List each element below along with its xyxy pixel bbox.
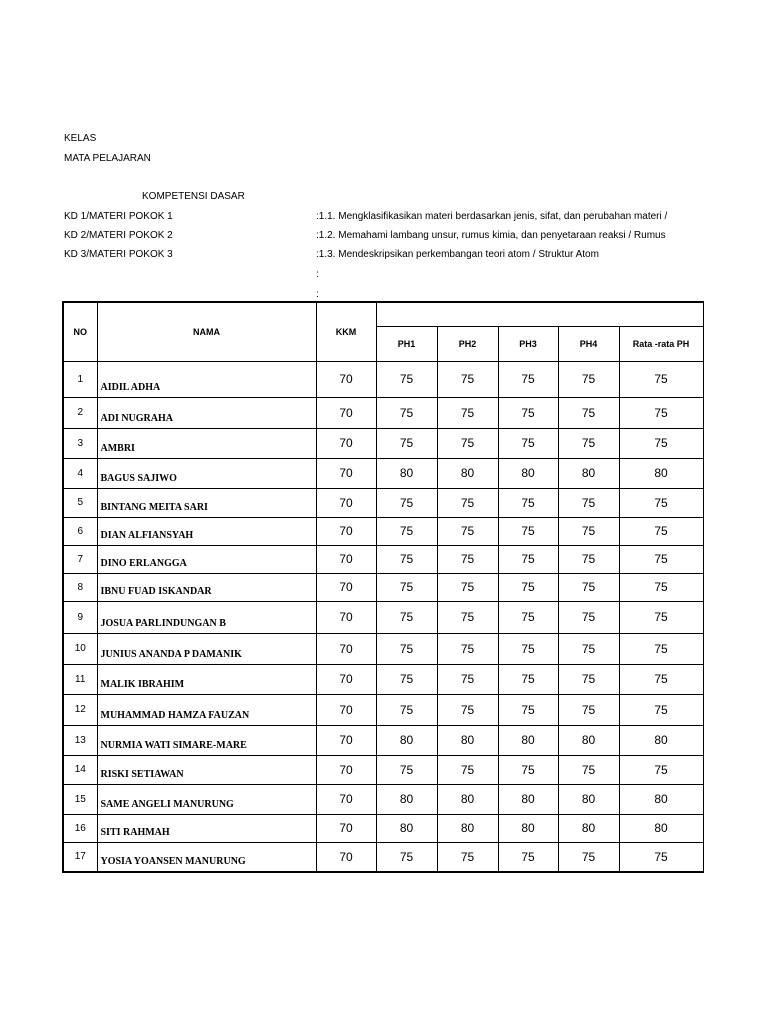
cell-rata: 75 xyxy=(619,573,703,601)
cell-ph1: 75 xyxy=(376,664,437,694)
cell-nama: YOSIA YOANSEN MANURUNG xyxy=(97,842,316,872)
cell-nama: ADI NUGRAHA xyxy=(97,397,316,428)
table-row xyxy=(63,725,703,755)
cell-no: 9 xyxy=(63,601,97,633)
cell-nama: JOSUA PARLINDUNGAN B xyxy=(97,601,316,633)
cell-kkm: 70 xyxy=(316,428,376,458)
table-row xyxy=(63,488,703,517)
kd1-label: KD 1/MATERI POKOK 1 xyxy=(64,211,173,222)
cell-ph1: 75 xyxy=(376,573,437,601)
col-header-group xyxy=(376,302,703,326)
cell-no: 15 xyxy=(63,784,97,814)
table-row xyxy=(63,664,703,694)
cell-ph2: 75 xyxy=(437,397,498,428)
cell-ph4: 75 xyxy=(558,755,619,784)
cell-ph2: 75 xyxy=(437,755,498,784)
cell-ph4: 80 xyxy=(558,784,619,814)
kd2-label: KD 2/MATERI POKOK 2 xyxy=(64,230,173,241)
cell-nama: RISKI SETIAWAN xyxy=(97,755,316,784)
cell-ph3: 75 xyxy=(498,488,558,517)
cell-ph2: 80 xyxy=(437,784,498,814)
cell-nama: BINTANG MEITA SARI xyxy=(97,488,316,517)
cell-nama: SAME ANGELI MANURUNG xyxy=(97,784,316,814)
table-row xyxy=(63,361,703,397)
cell-ph3: 75 xyxy=(498,601,558,633)
table-row xyxy=(63,397,703,428)
cell-ph3: 75 xyxy=(498,517,558,545)
cell-ph2: 80 xyxy=(437,725,498,755)
cell-ph3: 75 xyxy=(498,573,558,601)
cell-ph4: 75 xyxy=(558,694,619,725)
cell-ph3: 75 xyxy=(498,361,558,397)
cell-kkm: 70 xyxy=(316,488,376,517)
cell-ph3: 75 xyxy=(498,755,558,784)
cell-ph1: 75 xyxy=(376,842,437,872)
cell-ph4: 75 xyxy=(558,428,619,458)
cell-rata: 75 xyxy=(619,517,703,545)
cell-ph3: 80 xyxy=(498,725,558,755)
cell-ph2: 75 xyxy=(437,842,498,872)
cell-rata: 75 xyxy=(619,842,703,872)
cell-nama: JUNIUS ANANDA P DAMANIK xyxy=(97,633,316,664)
cell-ph2: 75 xyxy=(437,428,498,458)
cell-nama: DIAN ALFIANSYAH xyxy=(97,517,316,545)
cell-ph4: 75 xyxy=(558,488,619,517)
cell-rata: 80 xyxy=(619,458,703,488)
table-row xyxy=(63,694,703,725)
table-row xyxy=(63,842,703,872)
cell-kkm: 70 xyxy=(316,361,376,397)
cell-ph3: 80 xyxy=(498,814,558,842)
cell-rata: 75 xyxy=(619,488,703,517)
cell-ph3: 80 xyxy=(498,784,558,814)
cell-ph2: 75 xyxy=(437,601,498,633)
grades-table-viewport xyxy=(62,301,690,871)
col-header-nama: NAMA xyxy=(97,302,316,361)
mata-pelajaran-label: MATA PELAJARAN xyxy=(64,153,151,164)
cell-kkm: 70 xyxy=(316,633,376,664)
cell-no: 1 xyxy=(63,361,97,397)
table-row xyxy=(63,601,703,633)
cell-ph4: 80 xyxy=(558,458,619,488)
cell-rata: 75 xyxy=(619,694,703,725)
col-header-ph4: PH4 xyxy=(558,326,619,361)
cell-nama: AMBRI xyxy=(97,428,316,458)
cell-ph3: 75 xyxy=(498,397,558,428)
cell-no: 6 xyxy=(63,517,97,545)
kd3-text: :1.3. Mendeskripsikan perkembangan teori atom / Struktur Atom xyxy=(316,249,599,260)
cell-kkm: 70 xyxy=(316,573,376,601)
cell-kkm: 70 xyxy=(316,517,376,545)
cell-ph1: 75 xyxy=(376,397,437,428)
cell-nama: BAGUS SAJIWO xyxy=(97,458,316,488)
extra-colon-2: : xyxy=(316,289,319,300)
grades-table xyxy=(62,301,704,873)
cell-ph1: 75 xyxy=(376,601,437,633)
cell-ph1: 75 xyxy=(376,517,437,545)
cell-ph4: 80 xyxy=(558,725,619,755)
cell-ph3: 75 xyxy=(498,633,558,664)
cell-ph1: 75 xyxy=(376,428,437,458)
cell-ph3: 75 xyxy=(498,545,558,573)
cell-rata: 75 xyxy=(619,428,703,458)
cell-ph4: 75 xyxy=(558,842,619,872)
cell-nama: MALIK IBRAHIM xyxy=(97,664,316,694)
cell-no: 16 xyxy=(63,814,97,842)
kd3-label: KD 3/MATERI POKOK 3 xyxy=(64,249,173,260)
table-row xyxy=(63,517,703,545)
cell-ph1: 75 xyxy=(376,633,437,664)
cell-no: 14 xyxy=(63,755,97,784)
cell-ph4: 75 xyxy=(558,361,619,397)
cell-ph3: 75 xyxy=(498,694,558,725)
kd2-text: :1.2. Memahami lambang unsur, rumus kimia, dan penyetaraan reaksi / Rumus xyxy=(316,230,666,241)
cell-rata: 75 xyxy=(619,755,703,784)
table-row xyxy=(63,573,703,601)
table-row xyxy=(63,814,703,842)
cell-nama: AIDIL ADHA xyxy=(97,361,316,397)
cell-no: 7 xyxy=(63,545,97,573)
cell-rata: 75 xyxy=(619,361,703,397)
kd1-text: :1.1. Mengklasifikasikan materi berdasarkan jenis, sifat, dan perubahan materi / xyxy=(316,211,668,222)
table-row xyxy=(63,458,703,488)
cell-kkm: 70 xyxy=(316,814,376,842)
cell-ph2: 75 xyxy=(437,694,498,725)
cell-no: 2 xyxy=(63,397,97,428)
cell-kkm: 70 xyxy=(316,725,376,755)
cell-ph2: 75 xyxy=(437,545,498,573)
cell-ph3: 75 xyxy=(498,428,558,458)
cell-ph3: 75 xyxy=(498,842,558,872)
extra-colon-1: : xyxy=(316,269,319,280)
cell-ph2: 80 xyxy=(437,814,498,842)
cell-ph1: 80 xyxy=(376,725,437,755)
cell-ph1: 80 xyxy=(376,784,437,814)
cell-no: 10 xyxy=(63,633,97,664)
col-header-ph2: PH2 xyxy=(437,326,498,361)
cell-ph4: 75 xyxy=(558,633,619,664)
table-row xyxy=(63,428,703,458)
cell-ph1: 75 xyxy=(376,545,437,573)
cell-kkm: 70 xyxy=(316,784,376,814)
header-row xyxy=(63,302,703,326)
cell-no: 17 xyxy=(63,842,97,872)
table-row xyxy=(63,545,703,573)
cell-nama: DINO ERLANGGA xyxy=(97,545,316,573)
cell-ph1: 80 xyxy=(376,814,437,842)
cell-rata: 75 xyxy=(619,397,703,428)
col-header-ph3: PH3 xyxy=(498,326,558,361)
cell-no: 11 xyxy=(63,664,97,694)
cell-ph1: 75 xyxy=(376,755,437,784)
cell-ph4: 75 xyxy=(558,517,619,545)
cell-nama: SITI RAHMAH xyxy=(97,814,316,842)
cell-no: 13 xyxy=(63,725,97,755)
cell-ph2: 75 xyxy=(437,573,498,601)
cell-rata: 80 xyxy=(619,784,703,814)
col-header-rata: Rata -rata PH xyxy=(619,326,703,361)
col-header-no: NO xyxy=(63,302,97,361)
table-row xyxy=(63,784,703,814)
cell-ph4: 75 xyxy=(558,601,619,633)
cell-ph1: 75 xyxy=(376,488,437,517)
table-row xyxy=(63,633,703,664)
cell-ph2: 75 xyxy=(437,633,498,664)
cell-ph2: 80 xyxy=(437,458,498,488)
cell-no: 12 xyxy=(63,694,97,725)
cell-ph1: 75 xyxy=(376,361,437,397)
kelas-label: KELAS xyxy=(64,133,97,144)
cell-rata: 75 xyxy=(619,664,703,694)
cell-ph2: 75 xyxy=(437,664,498,694)
cell-nama: IBNU FUAD ISKANDAR xyxy=(97,573,316,601)
cell-nama: MUHAMMAD HAMZA FAUZAN xyxy=(97,694,316,725)
cell-no: 8 xyxy=(63,573,97,601)
cell-rata: 75 xyxy=(619,601,703,633)
cell-ph3: 80 xyxy=(498,458,558,488)
cell-no: 4 xyxy=(63,458,97,488)
cell-kkm: 70 xyxy=(316,458,376,488)
cell-kkm: 70 xyxy=(316,755,376,784)
col-header-kkm: KKM xyxy=(316,302,376,361)
cell-rata: 80 xyxy=(619,725,703,755)
cell-ph4: 75 xyxy=(558,573,619,601)
col-header-ph1: PH1 xyxy=(376,326,437,361)
kompetensi-dasar-title: KOMPETENSI DASAR xyxy=(142,191,245,202)
cell-ph2: 75 xyxy=(437,517,498,545)
cell-ph1: 75 xyxy=(376,694,437,725)
cell-kkm: 70 xyxy=(316,601,376,633)
cell-rata: 75 xyxy=(619,545,703,573)
cell-ph1: 80 xyxy=(376,458,437,488)
cell-ph3: 75 xyxy=(498,664,558,694)
cell-ph2: 75 xyxy=(437,488,498,517)
cell-kkm: 70 xyxy=(316,842,376,872)
cell-kkm: 70 xyxy=(316,545,376,573)
cell-kkm: 70 xyxy=(316,664,376,694)
cell-ph4: 75 xyxy=(558,545,619,573)
cell-rata: 75 xyxy=(619,633,703,664)
cell-no: 5 xyxy=(63,488,97,517)
cell-ph2: 75 xyxy=(437,361,498,397)
cell-kkm: 70 xyxy=(316,694,376,725)
cell-no: 3 xyxy=(63,428,97,458)
cell-ph4: 75 xyxy=(558,664,619,694)
cell-kkm: 70 xyxy=(316,397,376,428)
cell-rata: 80 xyxy=(619,814,703,842)
cell-nama: NURMIA WATI SIMARE-MARE xyxy=(97,725,316,755)
cell-ph4: 75 xyxy=(558,397,619,428)
cell-ph4: 80 xyxy=(558,814,619,842)
table-row xyxy=(63,755,703,784)
